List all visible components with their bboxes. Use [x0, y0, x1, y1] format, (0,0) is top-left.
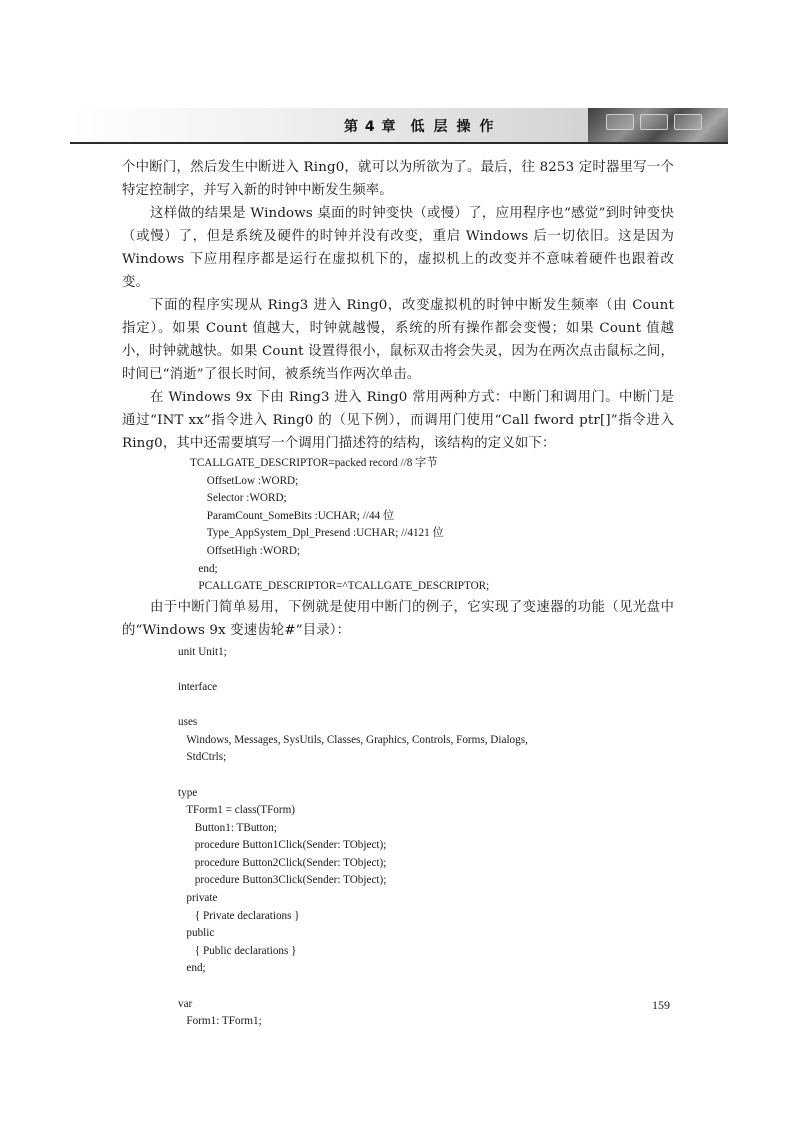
chapter-topic: 低层操作 [410, 119, 503, 135]
code-block-unit: unit Unit1; interface uses Windows, Messages, SysUtils, Classes, Graphics, Controls, Forms, Dialogs, StdCtrls; type TForm1 = class(TForm) Button1: TButton; procedure Button1Click(Sender: TObject); procedure Button2Click(Sender: TObject); procedure Button3Click(Sender: TObject); private { Private declarations } public { Public declarations } end; var Form1: TForm1; [178, 645, 528, 1028]
header-divider [70, 142, 728, 144]
key-shape [606, 114, 634, 130]
chapter-label: 第 4 章 [344, 119, 397, 135]
body-paragraph: 个中断门，然后发生中断进入 Ring0，就可以为所欲为了。最后，往 8253 定时器里写一个特定控制字，并写入新的时钟中断发生频率。 [122, 160, 674, 198]
code-block-descriptor: TCALLGATE_DESCRIPTOR=packed record //8 字节 OffsetLow :WORD; Selector :WORD; ParamCount_SomeBits :UCHAR; //44 位 Type_AppSystem_Dpl_Presend :UCHAR; //4121 位 OffsetHigh :WORD; end; PCALLGATE_DESCRIPTOR=^TCALLGATE_DESCRIPTOR; [190, 457, 490, 593]
body-paragraph: 下面的程序实现从 Ring3 进入 Ring0，改变虚拟机的时钟中断发生频率（由 Count 指定）。如果 Count 值越大，时钟就越慢，系统的所有操作都会变慢；如果 Count 值越小，时钟就越快。如果 Count 设置得很小，鼠标双击将会失灵，因为在两次点击鼠标之间，时间已“消逝”了很长时间，被系统当作两次单击。 [122, 298, 674, 382]
keyboard-photo-icon [588, 108, 728, 142]
body-paragraph: 这样做的结果是 Windows 桌面的时钟变快（或慢）了，应用程序也“感觉”到时钟变快（或慢）了，但是系统及硬件的时钟并没有改变，重启 Windows 后一切依旧。这是因为 Windows 下应用程序都是运行在虚拟机下的，虚拟机上的改变并不意味着硬件也跟着改变。 [122, 206, 674, 290]
page-number: 159 [652, 998, 670, 1012]
body-paragraph: 由于中断门简单易用，下例就是使用中断门的例子，它实现了变速器的功能（见光盘中的“Windows 9x 变速齿轮#”目录）： [122, 599, 674, 638]
key-shape [640, 114, 668, 130]
body-paragraph: 在 Windows 9x 下由 Ring3 进入 Ring0 常用两种方式：中断门和调用门。中断门是通过“INT xx”指令进入 Ring0 的（见下例），而调用门使用“Call fword ptr[]”指令进入 Ring0，其中还需要填写一个调用门描述符的结构，该结构的定义如下： [122, 390, 674, 451]
key-shape [674, 114, 702, 130]
page-body [122, 156, 674, 1031]
running-header-title [344, 116, 503, 136]
